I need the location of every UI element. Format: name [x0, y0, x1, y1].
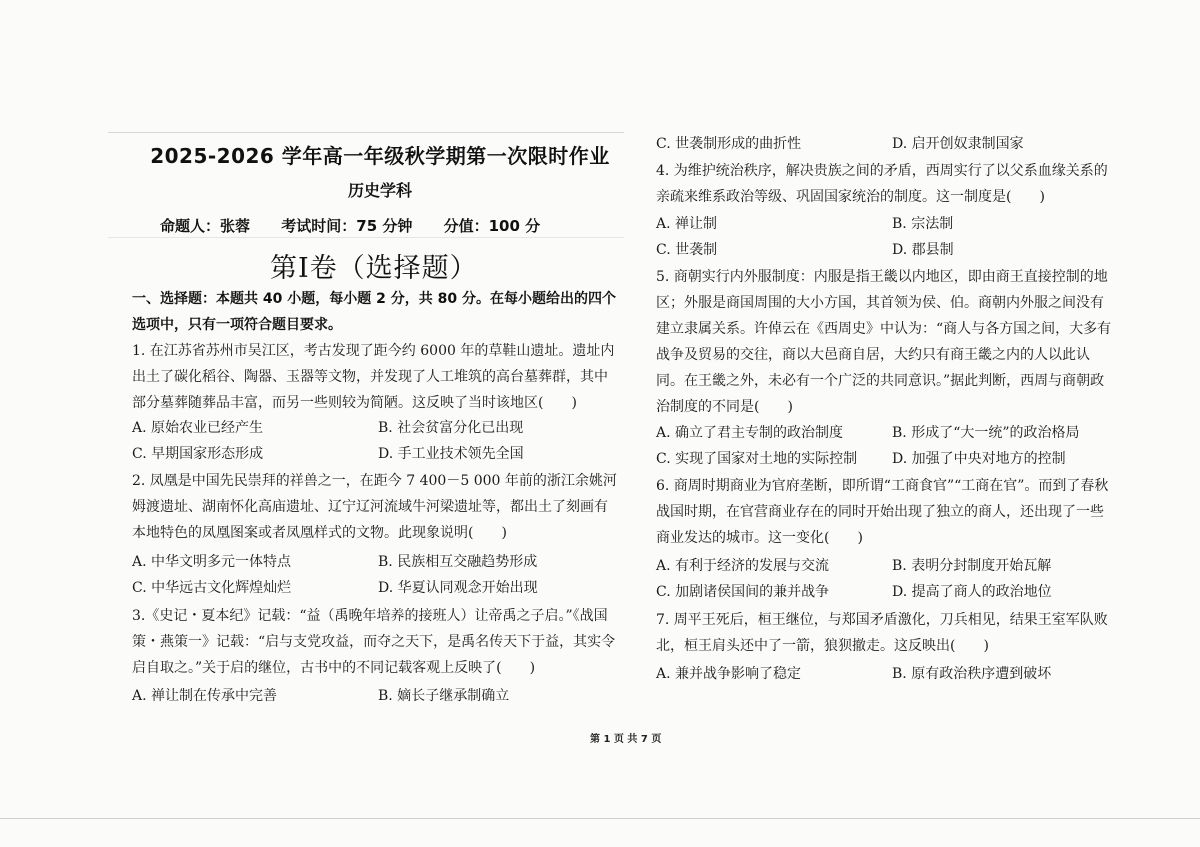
question-4-option-d: D. 郡县制 [892, 242, 954, 258]
question-4-option-c: C. 世袭制 [656, 242, 718, 258]
question-4-option-a: A. 禅让制 [656, 216, 718, 232]
question-6-option-c: C. 加剧诸侯国间的兼并战争 [656, 584, 830, 600]
question-7-option-b: B. 原有政治秩序遭到破坏 [892, 666, 1052, 682]
question-4-stem: 4. 为维护统治秩序，解决贵族之间的矛盾，西周实行了以父系血缘关系的亲疏来维系政治等级、巩固国家统治的制度。这一制度是( ) [656, 163, 1108, 205]
question-1-stem: 1. 在江苏省苏州市吴江区，考古发现了距今约 6000 年的草鞋山遗址。遗址内出土了碳化稻谷、陶器、玉器等文物，并发现了人工堆筑的高台墓葬群，其中部分墓葬随葬品丰富，而另一些则较为简陋。这反映了当时该地区( ) [132, 343, 615, 411]
question-5-option-c: C. 实现了国家对土地的实际控制 [656, 451, 858, 467]
page-footer: 第 1 页 共 7 页 [590, 734, 662, 745]
question-3-option-d: D. 启开创奴隶制国家 [892, 136, 1024, 152]
question-2-option-b: B. 民族相互交融趋势形成 [378, 554, 538, 570]
question-5-option-b: B. 形成了“大一统”的政治格局 [892, 425, 1080, 441]
volume-title: 第Ⅰ卷（选择题） [270, 253, 478, 284]
time-label: 考试时间：75 分钟 [281, 217, 413, 235]
question-3-option-b: B. 嫡长子继承制确立 [378, 688, 510, 704]
exam-meta [160, 215, 620, 236]
section-intro: 一、选择题：本题共 40 小题，每小题 2 分，共 80 分。在每小题给出的四个选项中，只有一项符合题目要求。 [132, 291, 616, 333]
score-label: 分值：100 分 [443, 217, 541, 235]
question-5-option-d: D. 加强了中央对地方的控制 [892, 451, 1066, 467]
question-7-stem: 7. 周平王死后，桓王继位，与郑国矛盾激化，刀兵相见，结果王室军队败北，桓王肩头还中了一箭，狼狈撤走。这反映出( ) [656, 612, 1108, 654]
author-label: 命题人：张蓉 [160, 217, 251, 235]
question-1-option-a: A. 原始农业已经产生 [132, 420, 264, 436]
question-1-option-d: D. 手工业技术领先全国 [378, 446, 524, 462]
subject-title: 历史学科 [347, 181, 412, 200]
question-2-stem: 2. 凤凰是中国先民崇拜的祥兽之一，在距今 7 400－5 000 年前的浙江余姚河姆渡遗址、湖南怀化高庙遗址、辽宁辽河流域牛河梁遗址等，都出土了刻画有本地特色的凤凰图案或者凤凰样式的文物。此现象说明( ) [132, 473, 617, 541]
question-1-option-c: C. 早期国家形态形成 [132, 446, 264, 462]
question-3-stem: 3.《史记・夏本纪》记载：“益（禹晚年培养的接班人）让帝禹之子启。”《战国策・燕策一》记载：“启与支党攻益，而夺之天下，是禹名传天下于益，其实令启自取之。”关于启的继位，古书中的不同记载客观上反映了( ) [132, 608, 616, 676]
question-6-stem: 6. 商周时期商业为官府垄断，即所谓“工商食官”“工商在官”。而到了春秋战国时期，在官营商业存在的同时开始出现了独立的商人，还出现了一些商业发达的城市。这一变化( ) [656, 478, 1109, 546]
scan-edge-line [0, 818, 1200, 819]
question-6-option-a: A. 有利于经济的发展与交流 [656, 558, 830, 574]
question-4-option-b: B. 宗法制 [892, 216, 954, 232]
exam-title: 2025-2026 学年高一年级秋学期第一次限时作业 [150, 144, 610, 168]
question-3-option-a: A. 禅让制在传承中完善 [132, 688, 278, 704]
question-5-option-a: A. 确立了君主专制的政治制度 [656, 425, 844, 441]
question-1-option-b: B. 社会贫富分化已出现 [378, 420, 524, 436]
question-2-option-a: A. 中华文明多元一体特点 [132, 554, 292, 570]
question-3-option-c: C. 世袭制形成的曲折性 [656, 136, 802, 152]
question-5-stem: 5. 商朝实行内外服制度：内服是指王畿以内地区，即由商王直接控制的地区；外服是商国周围的大小方国，其首领为侯、伯。商朝内外服之间没有建立隶属关系。许倬云在《西周史》中认为：“商人与各方国之间，大多有战争及贸易的交往，商以大邑商自居，大约只有商王畿之内的人以此认同。在王畿之外，未必有一个广泛的共同意识。”据此判断，西周与商朝政治制度的不同是( ) [656, 269, 1112, 415]
question-7-option-a: A. 兼并战争影响了稳定 [656, 666, 802, 682]
question-2-option-c: C. 中华远古文化辉煌灿烂 [132, 580, 292, 596]
question-6-option-d: D. 提高了商人的政治地位 [892, 584, 1052, 600]
question-6-option-b: B. 表明分封制度开始瓦解 [892, 558, 1052, 574]
question-2-option-d: D. 华夏认同观念开始出现 [378, 580, 538, 596]
